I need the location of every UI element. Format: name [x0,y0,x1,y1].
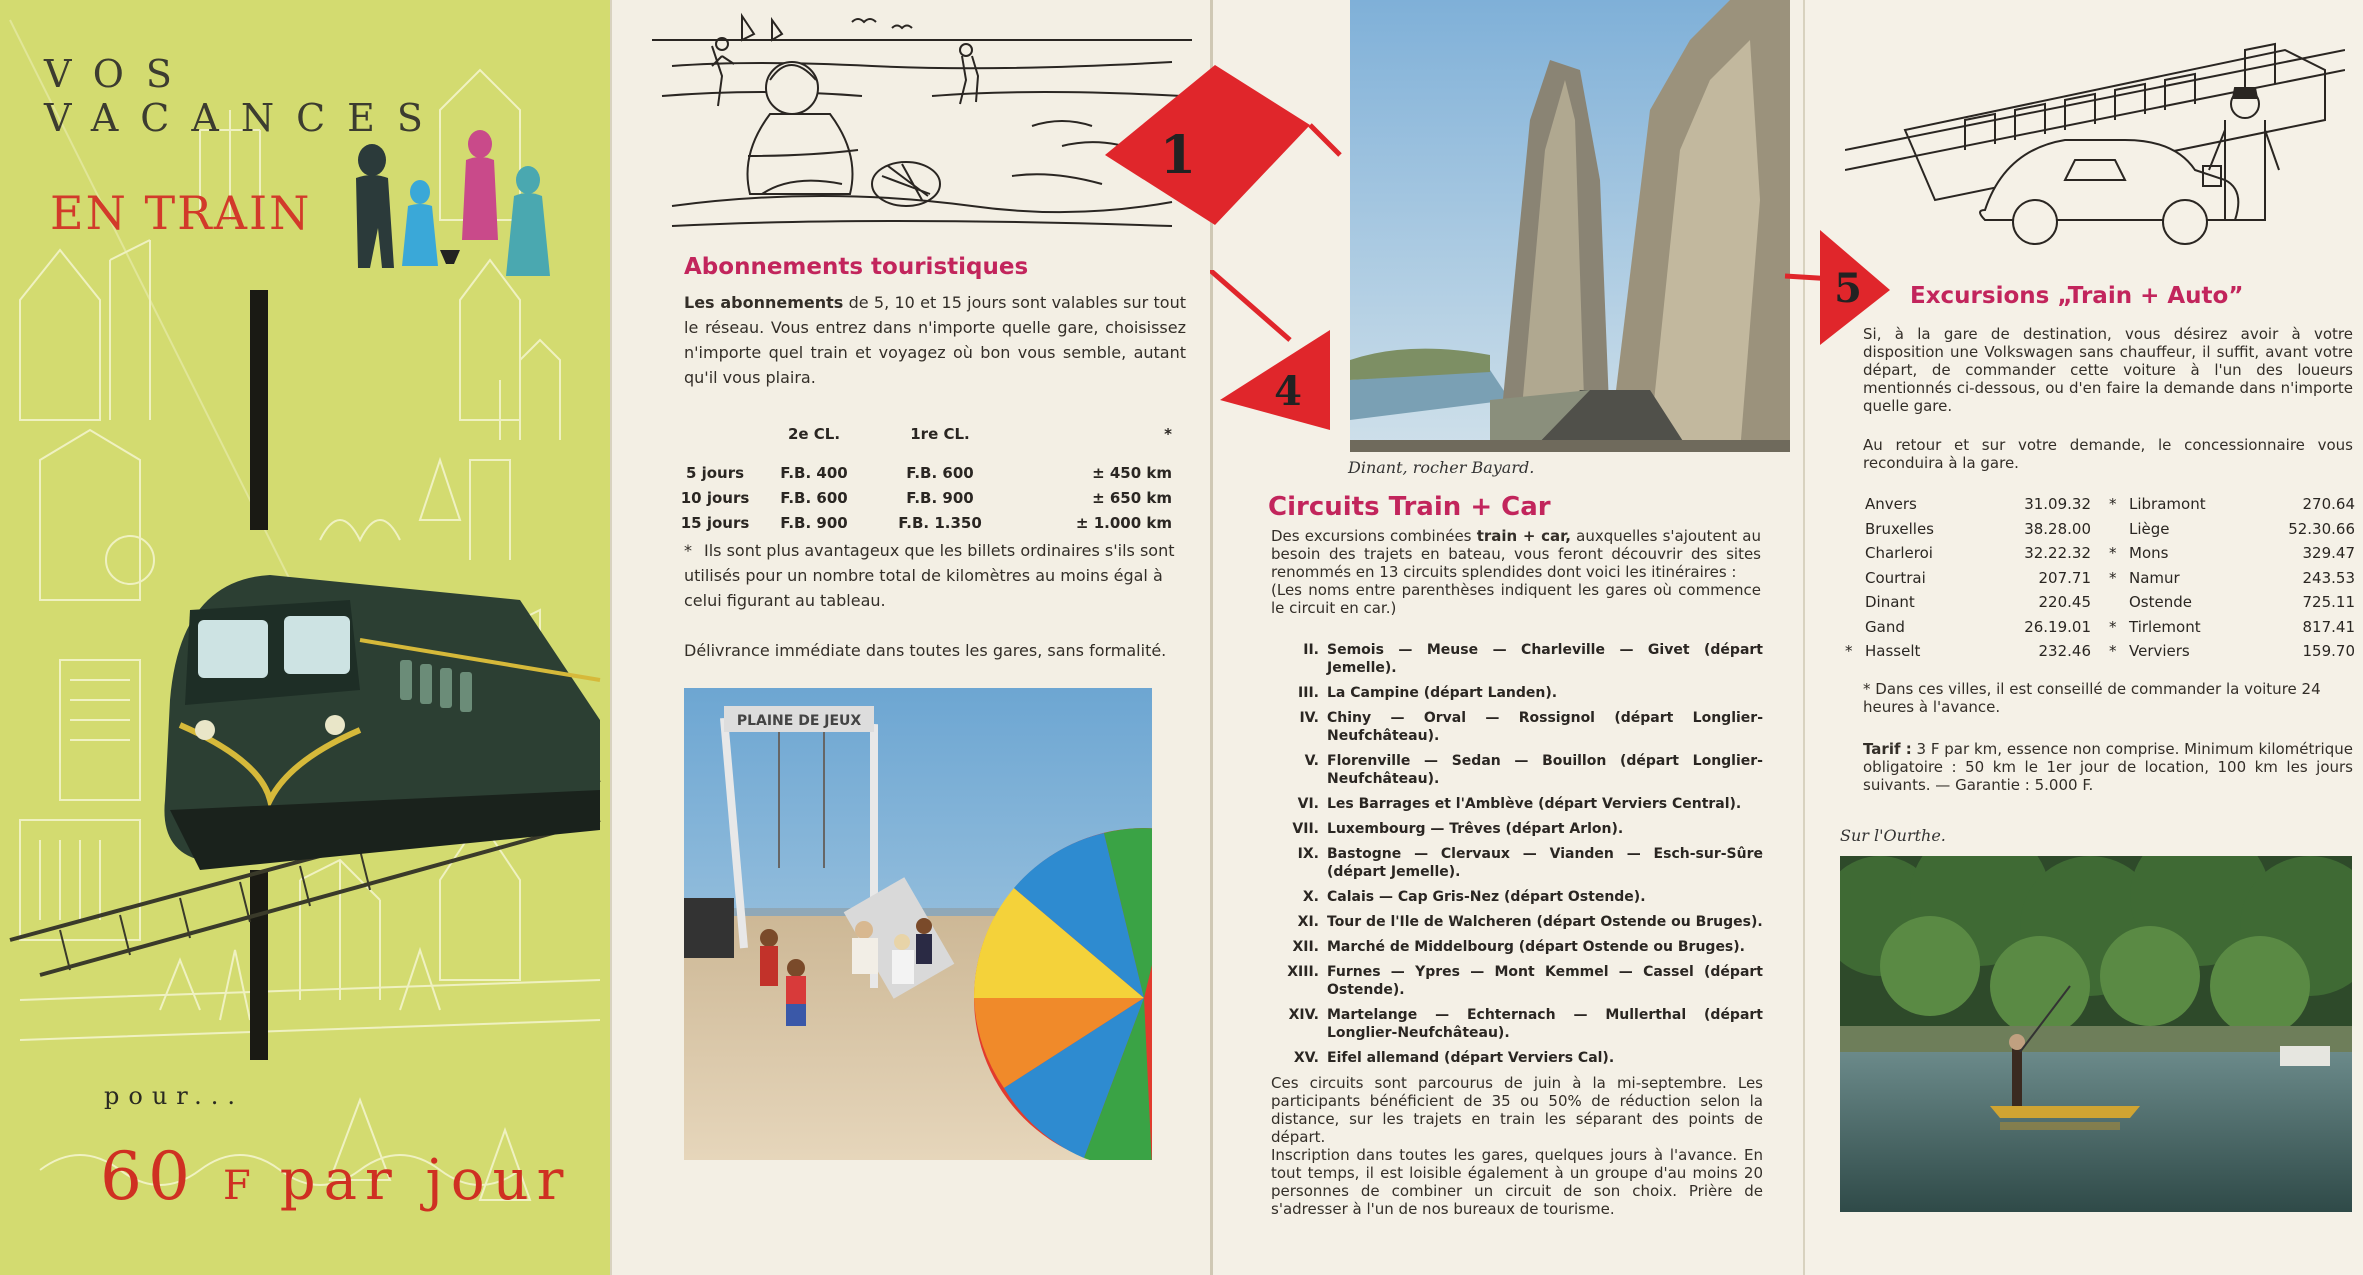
table-cell: ± 1.000 km [1075,513,1172,532]
list-item [2109,492,2355,517]
table-cell: ± 650 km [1092,488,1172,507]
table-header: * [1164,425,1172,443]
circuit-number: XII. [1292,939,1319,955]
circuits-intro [1271,527,1761,617]
phone-number: 32.22.32 [2024,544,2091,562]
abonnements-intro [684,290,1186,390]
list-item [1271,938,1763,956]
star-marker [1845,541,1865,566]
table-cell: F.B. 600 [780,488,848,507]
table-header-row [672,414,1182,454]
circuits-intro-a: Des excursions combinées [1271,527,1477,545]
circuit-number: XIII. [1287,964,1319,980]
circuit-text: Eifel allemand (départ Verviers Cal). [1327,1050,1615,1066]
list-item [1845,566,2091,591]
star-marker: * [2109,495,2117,513]
circuit-text: Semois — Meuse — Charleville — Givet (départ Jemelle). [1327,642,1763,676]
city-name: Bruxelles [1865,519,1934,538]
note-text: Dans ces villes, il est conseillé de commander la voiture 24 heures à l'avance. [1863,680,2321,716]
circuit-number: XIV. [1288,1007,1319,1023]
excursions-tarif [1863,740,2353,794]
phone-number: 52.30.66 [2288,519,2355,538]
city-name: Charleroi [1865,544,1933,562]
cover-pour: pour... [104,1082,244,1110]
phone-number: 817.41 [2302,617,2355,636]
city-name: Gand [1865,617,1905,636]
table-cell: 15 jours [680,513,750,532]
cover-subtitle: EN TRAIN [50,186,312,240]
table-row [672,460,1182,485]
circuit-number: IV. [1299,710,1319,726]
note-text: Ils sont plus avantageux que les billets ordinaires s'ils sont utilisés pour un nombre total de kilomètres au moins égal à celui figurant au tableau. [684,541,1175,610]
circuit-text: Bastogne — Clervaux — Vianden — Esch-sur-Sûre (départ Jemelle). [1327,846,1763,880]
circuit-number: IX. [1297,846,1319,862]
list-item [2109,615,2355,640]
abonnements-note [684,538,1184,613]
list-item [1271,684,1763,702]
list-item [1845,590,2091,615]
table-cell: 5 jours [685,463,745,482]
phone-number: 31.09.32 [2024,495,2091,513]
list-item [1845,541,2091,566]
star-marker [1845,615,1865,640]
list-item [2109,639,2355,664]
badge-number-5: 5 [1834,265,1862,312]
excursions-intro: Si, à la gare de destination, vous désirez avoir à votre disposition une Volkswagen sans chauffeur, il suffit, avant votre départ, de commander cette voiture à l'un des loueurs mentionnés ci-dessous, ou d'en faire la demande dans n'importe quelle gare. [1863,325,2353,415]
circuit-text: Chiny — Orval — Rossignol (départ Longlier-Neufchâteau). [1327,710,1763,744]
list-item [1271,752,1763,788]
star-marker: * [2109,568,2117,587]
circuit-number: X. [1302,889,1319,905]
list-item [1271,1006,1763,1042]
list-item [1271,641,1763,677]
circuit-text: Florenville — Sedan — Bouillon (départ Longlier-Neufchâteau). [1327,753,1763,787]
circuits-list [1271,641,1763,1074]
city-name: Courtrai [1865,568,1926,587]
circuit-number: III. [1298,685,1319,701]
abonnements-intro-text: de 5, 10 et 15 jours sont valables sur tout le réseau. Vous entrez dans n'importe quelle gare, choisissez n'importe quel train et voyagez où bon vous semble, autant qu'il vous plaira. [684,293,1186,387]
phone-number: 159.70 [2302,642,2355,660]
train-car-sketch [1845,10,2345,260]
badge-4-arrow [1210,270,1340,430]
list-item [1271,963,1763,999]
circuit-text: Marché de Middelbourg (départ Ostende ou Bruges). [1327,939,1745,955]
star-marker: * [2109,642,2117,660]
table-cell: F.B. 1.350 [898,513,982,532]
list-item [1271,1049,1763,1067]
city-name: Libramont [2129,495,2206,513]
phone-number: 207.71 [2038,568,2091,587]
badge-1-arrow [1100,55,1350,235]
list-item [1845,615,2091,640]
city-name: Liège [2129,519,2170,538]
abonnements-table [672,414,1182,535]
circuit-number: XV. [1293,1050,1319,1066]
table-cell: ± 450 km [1092,463,1172,482]
star-marker: * [2109,617,2117,636]
list-item [1271,845,1763,881]
badge-number-1: 1 [1159,125,1197,186]
phone-number: 38.28.00 [2024,519,2091,538]
list-item [2109,517,2355,542]
table-row [672,510,1182,535]
price-amount: 60 [100,1138,196,1215]
star-marker: * [1845,642,1853,660]
badge-5-arrow [1780,220,1910,350]
city-name: Anvers [1865,495,1917,513]
price-suffix: par jour [279,1148,572,1213]
star-marker [2109,590,2129,615]
circuit-number: XI. [1297,914,1319,930]
tarif-label: Tarif : [1863,740,1912,758]
circuits-outro-2: Inscription dans toutes les gares, quelques jours à l'avance. En tout temps, il est loisible également à un groupe d'au moins 20 personnes de combiner un circuit de son choix. Prière de s'adresser à l'un de nos bureaux de tourisme. [1271,1146,1763,1218]
list-item [1271,888,1763,906]
city-name: Mons [2129,544,2169,562]
city-name: Namur [2129,568,2180,587]
star-marker [1845,492,1865,517]
list-item [1845,492,2091,517]
list-item [2109,590,2355,615]
phone-number: 270.64 [2302,495,2355,513]
phone-number: 232.46 [2038,642,2091,660]
circuit-text: Tour de l'Ile de Walcheren (départ Ostende ou Bruges). [1327,914,1763,930]
circuits-outro [1271,1074,1763,1218]
list-item [1271,913,1763,931]
circuit-number: V. [1304,753,1319,769]
city-name: Tirlemont [2129,617,2201,636]
table-row [672,485,1182,510]
cover-panel [0,0,610,1275]
rental-list-right [2109,492,2355,664]
circuits-intro-b: auxquelles s'ajoutent au besoin des trajets en bateau, vous feront découvrir des sites renommés en 13 circuits splendides dont voici les itinéraires : [1271,527,1761,581]
tarif-text: 3 F par km, essence non comprise. Minimum kilométrique obligatoire : 50 km le 1er jour de location, 100 km les jours suivants. — Garantie : 5.000 F. [1863,740,2353,794]
circuit-number: II. [1303,642,1319,658]
excursions-note [1863,680,2353,716]
city-name: Ostende [2129,593,2192,611]
circuits-heading: Circuits Train + Car [1268,492,1551,522]
circuit-text: Martelange — Echternach — Mullerthal (départ Longlier-Neufchâteau). [1327,1007,1763,1041]
star-marker: * [2109,544,2117,562]
circuit-number: VII. [1292,821,1319,837]
table-cell: F.B. 400 [780,463,848,482]
price-unit: F [222,1163,253,1209]
badge-number-4: 4 [1274,368,1302,415]
playground-sign: PLAINE DE JEUX [736,713,862,729]
dinant-caption: Dinant, rocher Bayard. [1348,458,1535,477]
circuit-text: La Campine (départ Landen). [1327,685,1558,701]
dinant-photo [1350,0,1790,452]
list-item [1271,795,1763,813]
abonnements-heading: Abonnements touristiques [684,254,1029,280]
circuit-text: Les Barrages et l'Amblève (départ Verviers Central). [1327,796,1742,812]
circuit-text: Furnes — Ypres — Mont Kemmel — Cassel (départ Ostende). [1327,964,1763,998]
star-marker [1845,566,1865,591]
circuit-text: Calais — Cap Gris-Nez (départ Ostende). [1327,889,1646,905]
cover-title: VOS VACANCES [44,52,445,140]
circuits-intro-bold: train + car, [1476,527,1571,545]
phone-number: 329.47 [2302,544,2355,562]
ourthe-photo [1840,856,2352,1212]
table-cell: 10 jours [680,488,750,507]
list-item [1845,517,2091,542]
beach-photo [684,688,1152,1160]
phone-number: 220.45 [2038,593,2091,611]
table-header: 2e CL. [787,425,841,443]
excursions-return: Au retour et sur votre demande, le concessionnaire vous reconduira à la gare. [1863,436,2353,472]
abonnements-intro-bold: Les abonnements [684,293,844,312]
excursions-panel [1803,0,2363,1275]
circuits-intro-c: (Les noms entre parenthèses indiquent les gares où commence le circuit en car.) [1271,581,1761,617]
ourthe-caption: Sur l'Ourthe. [1840,826,1946,845]
rental-list-left [1845,492,2091,664]
city-name: Hasselt [1865,642,1921,660]
abonnements-delivery: Délivrance immédiate dans toutes les gares, sans formalité. [684,641,1167,660]
table-cell: F.B. 900 [780,513,848,532]
list-item [1271,820,1763,838]
star-marker [1845,517,1865,542]
phone-number: 243.53 [2302,568,2355,587]
star-marker [2109,517,2129,542]
list-item [2109,541,2355,566]
phone-number: 26.19.01 [2024,617,2091,636]
table-cell: F.B. 900 [906,488,974,507]
note-marker: * [684,541,692,560]
list-item [1845,639,2091,664]
circuit-text: Luxembourg — Trêves (départ Arlon). [1327,821,1624,837]
note-marker: * [1863,680,1871,698]
table-cell: F.B. 600 [906,463,974,482]
table-header: 1re CL. [910,425,970,443]
circuits-outro-1: Ces circuits sont parcourus de juin à la mi-septembre. Les participants bénéficient de 35 ou 50% de réduction selon la distance, sur les trajets en train les séparant des points de départ. [1271,1074,1763,1146]
cover-price [100,1138,571,1215]
star-marker [1845,590,1865,615]
list-item [1271,709,1763,745]
phone-number: 725.11 [2302,593,2355,611]
city-name: Dinant [1865,593,1915,611]
circuit-number: VI. [1297,796,1319,812]
excursions-heading: Excursions „Train + Auto” [1910,283,2244,309]
list-item [2109,566,2355,591]
city-name: Verviers [2129,642,2190,660]
